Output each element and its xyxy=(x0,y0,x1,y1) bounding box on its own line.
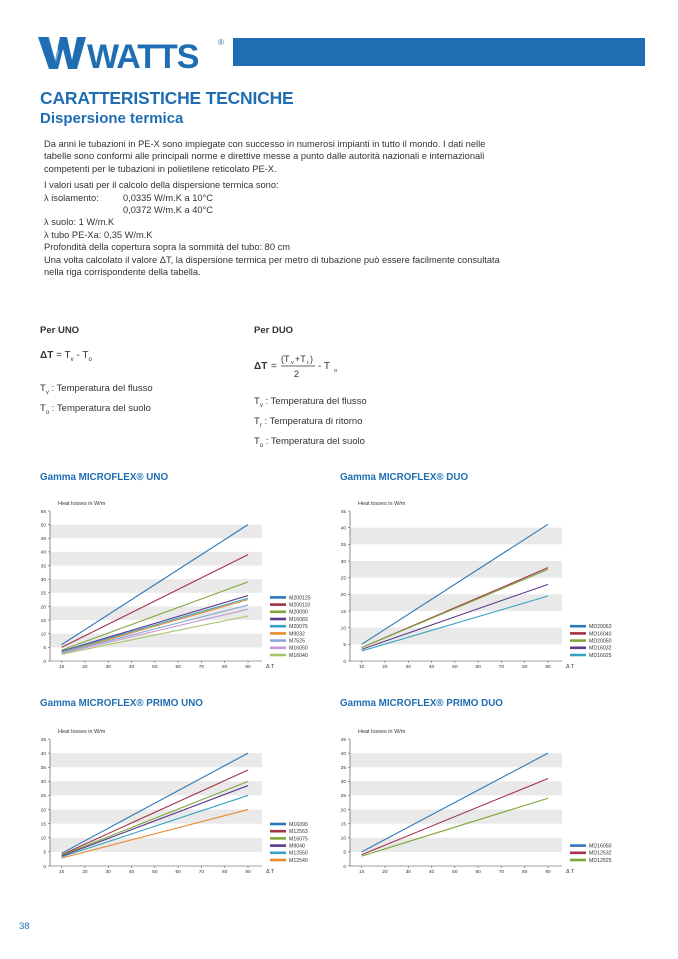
y-tick-label: 0 xyxy=(43,864,46,870)
y-tick-label: 35 xyxy=(340,543,346,549)
y-tick-label: 25 xyxy=(340,576,346,582)
y-axis-label: Heat losses in W/m xyxy=(358,501,406,507)
x-tick-label: 20 xyxy=(82,870,88,875)
x-tick-label: 90 xyxy=(245,665,251,670)
x-tick-label: 90 xyxy=(545,870,551,875)
x-tick-label: 50 xyxy=(452,665,458,670)
uno-soil-label: : Temperatura del suolo xyxy=(51,402,151,414)
formula-duo-legend: $T_v$ : Temperatura del flusso $T_r$ : Temperatura di ritorno $T_o$ : Temperatura del suolo xyxy=(254,396,367,449)
formula-uno-equation: $\Delta T = T_v - T_o$ xyxy=(40,350,92,363)
y-tick-label: 25 xyxy=(340,794,346,800)
chart-microflex-duo xyxy=(338,497,612,675)
legend-label: MD12532 xyxy=(589,850,612,857)
y-tick-label: 5 xyxy=(43,646,46,652)
x-tick-label: 80 xyxy=(222,665,228,670)
chart-title-primo-uno: Gamma MICROFLEX® PRIMO UNO xyxy=(40,698,203,709)
y-tick-label: 30 xyxy=(40,780,46,786)
x-tick-label: 50 xyxy=(152,870,158,875)
y-tick-label: 55 xyxy=(40,509,46,515)
legend-label: M200125 xyxy=(289,595,311,602)
y-tick-label: 15 xyxy=(40,618,46,624)
legend-label: M16040 xyxy=(289,652,308,659)
x-tick-label: 10 xyxy=(58,665,65,670)
svg-text:(T: (T xyxy=(281,354,290,364)
lambda-soil: λ suolo: 1 W/m.K xyxy=(44,217,115,228)
svg-text:®: ® xyxy=(218,38,224,47)
legend-label: M20075 xyxy=(289,624,308,631)
y-tick-label: 25 xyxy=(40,591,46,597)
y-axis-label: Heat losses in W/m xyxy=(358,729,406,735)
legend-label: MD16032 xyxy=(589,645,612,652)
x-tick-label: 40 xyxy=(428,870,435,875)
x-tick-label: 40 xyxy=(428,665,435,670)
y-tick-label: 0 xyxy=(343,659,346,665)
legend-label: MD16050 xyxy=(589,843,612,850)
svg-text:r: r xyxy=(307,360,309,366)
y-tick-label: 15 xyxy=(340,609,346,615)
chart-title-uno: Gamma MICROFLEX® UNO xyxy=(40,472,169,483)
legend-label: M12540 xyxy=(289,857,308,864)
y-tick-label: 45 xyxy=(340,737,346,743)
x-tick-label: 40 xyxy=(128,870,135,875)
x-tick-label: 60 xyxy=(475,665,481,670)
grid-band xyxy=(50,579,262,593)
chart-microflex-primo-uno xyxy=(38,725,308,880)
grid-band xyxy=(350,781,562,795)
x-tick-label: 50 xyxy=(452,870,458,875)
y-tick-label: 30 xyxy=(340,780,346,786)
legend-label: M16050 xyxy=(289,645,308,652)
x-tick-label: 30 xyxy=(105,870,111,875)
chart-title-primo-duo: Gamma MICROFLEX® PRIMO DUO xyxy=(340,698,503,709)
svg-text:ΔT: ΔT xyxy=(254,361,268,372)
x-tick-label: 20 xyxy=(382,870,388,875)
y-tick-label: 40 xyxy=(340,751,346,757)
x-tick-label: 80 xyxy=(522,665,528,670)
x-tick-label: 10 xyxy=(58,870,65,875)
svg-text:2: 2 xyxy=(294,369,300,379)
formula-duo-heading: Per DUO xyxy=(254,325,294,336)
x-tick-label: 70 xyxy=(498,870,505,875)
y-tick-label: 35 xyxy=(40,766,46,772)
svg-text:=: = xyxy=(271,361,277,372)
y-tick-label: 30 xyxy=(40,577,46,583)
svg-text:v: v xyxy=(291,360,294,366)
legend-label: MD12525 xyxy=(589,857,612,864)
series-line-md16050 xyxy=(362,753,548,852)
formula-duo xyxy=(254,325,474,454)
x-tick-label: 10 xyxy=(358,870,365,875)
lambda-insulation-label: λ isolamento: xyxy=(44,192,99,203)
y-axis-label: Heat losses in W/m xyxy=(58,501,106,507)
y-tick-label: 5 xyxy=(43,850,46,856)
legend-label: M16083 xyxy=(289,616,308,623)
chart-title-duo: Gamma MICROFLEX® DUO xyxy=(340,472,469,483)
legend-label: M7525 xyxy=(289,638,305,645)
legend-label: M20090 xyxy=(289,609,308,616)
formula-duo-equation xyxy=(254,350,374,380)
svg-text:o: o xyxy=(334,368,338,374)
y-tick-label: 20 xyxy=(340,808,346,814)
y-tick-label: 0 xyxy=(43,659,46,665)
x-tick-label: 90 xyxy=(545,665,551,670)
y-tick-label: 0 xyxy=(343,864,346,870)
legend-label: MD16040 xyxy=(589,631,612,638)
x-axis-label: Δ T xyxy=(566,664,575,670)
y-tick-label: 45 xyxy=(40,537,46,543)
svg-text:- T: - T xyxy=(318,361,331,372)
intro-text xyxy=(44,138,514,278)
x-tick-label: 20 xyxy=(82,665,88,670)
x-tick-label: 70 xyxy=(498,665,505,670)
x-tick-label: 80 xyxy=(522,870,528,875)
y-tick-label: 35 xyxy=(40,564,46,570)
y-tick-label: 15 xyxy=(340,822,346,828)
grid-band xyxy=(50,753,262,767)
duo-soil-label: : Temperatura del suolo xyxy=(265,435,365,447)
lambda-insulation-row xyxy=(44,192,514,204)
y-tick-label: 20 xyxy=(340,593,346,599)
x-axis-label: Δ T xyxy=(266,869,275,875)
y-tick-label: 30 xyxy=(340,559,346,565)
legend-label: M16090 xyxy=(289,821,308,828)
formula-uno xyxy=(40,325,240,421)
x-tick-label: 80 xyxy=(222,870,228,875)
y-tick-label: 45 xyxy=(40,737,46,743)
page-number: 38 xyxy=(19,921,30,932)
legend-label: M16075 xyxy=(289,836,308,843)
x-axis-label: Δ T xyxy=(266,664,275,670)
x-tick-label: 30 xyxy=(405,870,411,875)
series-line-m200110 xyxy=(62,555,248,648)
brand-logo-text: WATTS xyxy=(87,38,199,76)
y-tick-label: 15 xyxy=(40,822,46,828)
y-tick-label: 10 xyxy=(340,836,346,842)
y-tick-label: 50 xyxy=(40,523,46,529)
y-axis-label: Heat losses in W/m xyxy=(58,729,106,735)
page-title: CARATTERISTICHE TECNICHE xyxy=(40,88,294,108)
chart-microflex-uno xyxy=(38,497,311,675)
x-tick-label: 60 xyxy=(475,870,481,875)
header-bar xyxy=(233,38,645,66)
legend-label: M12563 xyxy=(289,829,308,836)
values-intro: I valori usati per il calcolo della dispersione termica sono: xyxy=(44,180,279,191)
duo-flow-label: : Temperatura del flusso xyxy=(265,396,367,407)
y-tick-label: 25 xyxy=(40,794,46,800)
x-tick-label: 90 xyxy=(245,870,251,875)
y-tick-label: 40 xyxy=(340,526,346,532)
legend-label: M9040 xyxy=(289,843,305,850)
cover-depth: Profondità della copertura sopra la sommità del tubo: 80 cm xyxy=(44,242,290,253)
y-tick-label: 5 xyxy=(343,850,346,856)
y-tick-label: 20 xyxy=(40,808,46,814)
y-tick-label: 10 xyxy=(340,626,346,632)
svg-text:+T: +T xyxy=(295,354,306,364)
x-tick-label: 40 xyxy=(128,665,135,670)
y-tick-label: 40 xyxy=(40,550,46,556)
x-tick-label: 60 xyxy=(175,665,181,670)
y-tick-label: 35 xyxy=(340,766,346,772)
chart-microflex-primo-duo xyxy=(338,725,612,880)
legend-label: MD20063 xyxy=(589,624,612,631)
x-tick-label: 60 xyxy=(175,870,181,875)
lambda-insulation-value-2: 0,0372 W/m.K a 40°C xyxy=(123,205,214,216)
duo-return-label: : Temperatura di ritorno xyxy=(264,415,363,427)
y-tick-label: 40 xyxy=(40,751,46,757)
legend-label: M9032 xyxy=(289,631,305,638)
brand-logo xyxy=(38,36,228,76)
formula-uno-heading: Per UNO xyxy=(40,325,80,336)
x-axis-label: Δ T xyxy=(566,869,575,875)
lambda-insulation-value-1: 0,0335 W/m.K a 10°C xyxy=(123,192,214,203)
y-tick-label: 10 xyxy=(40,632,46,638)
uno-flow-label: : Temperatura del flusso xyxy=(51,383,153,394)
y-tick-label: 45 xyxy=(340,509,346,515)
legend-label: MD16025 xyxy=(589,652,612,659)
x-tick-label: 30 xyxy=(405,665,411,670)
formula-uno-legend: $T_v$ : Temperatura del flusso $T_o$ : Temperatura del suolo xyxy=(40,383,153,416)
x-tick-label: 10 xyxy=(358,665,365,670)
x-tick-label: 30 xyxy=(105,665,111,670)
x-tick-label: 20 xyxy=(382,665,388,670)
grid-band xyxy=(350,753,562,767)
intro-paragraph: Da anni le tubazioni in PE-X sono impiegate con successo in numerosi impianti in tutto il mondo. I dati nelle tabelle sono conformi alle principali norme e direttive messe a punto dalle autorità nazionali e internazionali competenti per le tubazioni in polietilene reticolato PE-X. xyxy=(44,139,486,174)
conclusion-paragraph: Una volta calcolato il valore ΔT, la dispersione termica per metro di tubazione può essere facilmente consultata nella riga corrispondente della tabella. xyxy=(44,254,500,278)
legend-label: M12550 xyxy=(289,850,308,857)
y-tick-label: 20 xyxy=(40,605,46,611)
page-subtitle: Dispersione termica xyxy=(40,110,184,127)
lambda-pipe: λ tubo PE-Xa: 0,35 W/m.K xyxy=(44,229,153,240)
svg-text:): ) xyxy=(310,354,313,364)
legend-label: MD20050 xyxy=(589,638,612,645)
x-tick-label: 70 xyxy=(198,665,205,670)
x-tick-label: 50 xyxy=(152,665,158,670)
y-tick-label: 5 xyxy=(343,643,346,649)
y-tick-label: 10 xyxy=(40,836,46,842)
lambda-insulation-row-2 xyxy=(44,204,514,216)
legend-label: M200110 xyxy=(289,602,311,609)
x-tick-label: 70 xyxy=(198,870,205,875)
